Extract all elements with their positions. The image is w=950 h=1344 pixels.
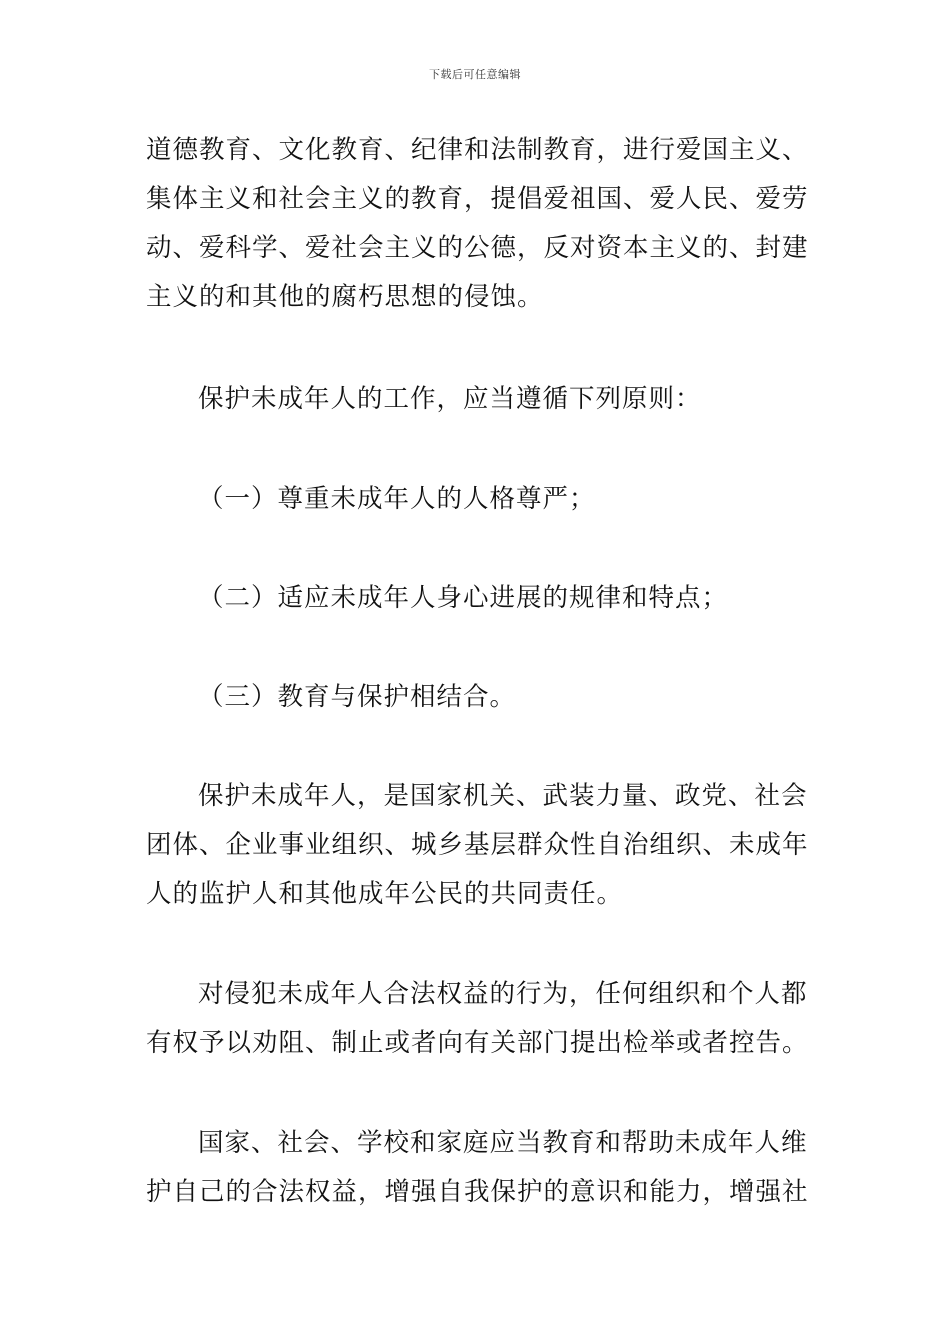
paragraph-moral-education: 道德教育、文化教育、纪律和法制教育，进行爱国主义、集体主义和社会主义的教育，提倡爱祖国、爱人民、爱劳动、爱科学、爱社会主义的公德，反对资本主义的、封建主义的和其他的腐朽思想的侵蚀。 — [146, 135, 809, 312]
paragraph-right-to-report: 对侵犯未成年人合法权益的行为，任何组织和个人都有权予以劝阻、制止或者向有关部门提出检举或者控告。 — [146, 979, 809, 1058]
principle-item-1: （一）尊重未成年人的人格尊严； — [198, 484, 596, 514]
paragraph-shared-responsibility: 保护未成年人，是国家机关、武装力量、政党、社会团体、企业事业组织、城乡基层群众性自治组织、未成年人的监护人和其他成年公民的共同责任。 — [146, 781, 809, 909]
principle-item-3: （三）教育与保护相结合。 — [198, 682, 517, 712]
page-header: 下载后可任意编辑 — [429, 68, 521, 81]
principle-item-2: （二）适应未成年人身心进展的规律和特点； — [198, 583, 729, 613]
paragraph-self-protection: 国家、社会、学校和家庭应当教育和帮助未成年人维护自己的合法权益，增强自我保护的意识和能力，增强社 — [146, 1128, 809, 1207]
paragraph-principles-intro: 保护未成年人的工作，应当遵循下列原则： — [198, 384, 702, 414]
